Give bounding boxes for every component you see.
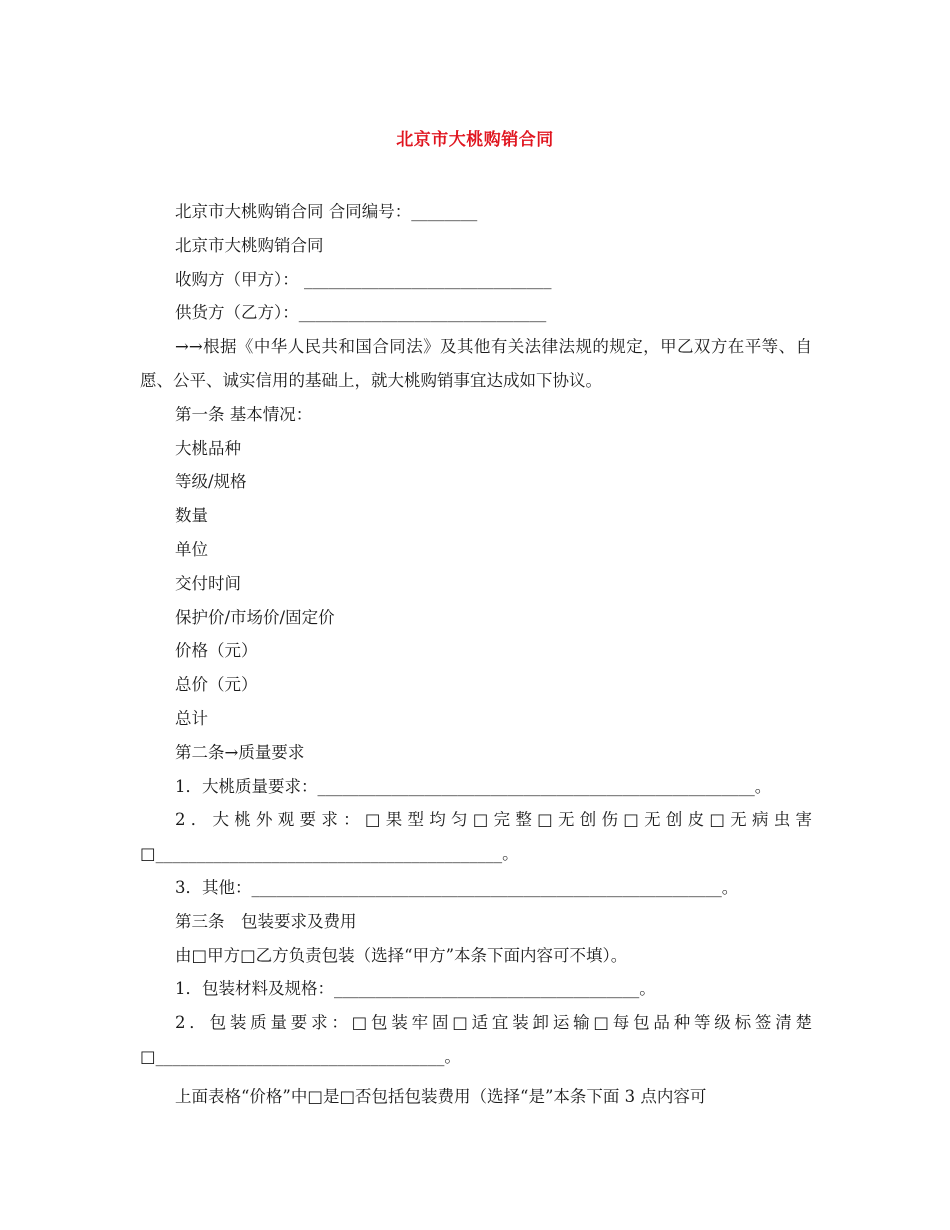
contract-number-line: 北京市大桃购销合同 合同编号：________ <box>175 202 478 221</box>
price-packaging-line: 上面表格“价格”中□是□否包括包装费用（选择“是”本条下面 3 点内容可 <box>175 1086 707 1106</box>
preamble-paragraph: →→根据《中华人民共和国合同法》及其他有关法律法规的规定，甲乙双方在平等、自愿、公平、诚实信用的基础上，就大桃购销事宜达成如下协议。 <box>140 337 812 390</box>
supplier-line: 供货方（乙方）：______________________________ <box>175 303 547 323</box>
appearance-requirement-paragraph: 2．大桃外观要求：□果型均匀□完整□无创伤□无创皮□无病虫害□__________________________________________。 <box>140 810 812 864</box>
field-price: 价格（元） <box>175 641 258 661</box>
field-total-price: 总价（元） <box>175 675 258 695</box>
article-1-heading: 第一条 基本情况： <box>175 404 313 424</box>
other-requirement-line: 3．其他：_________________________________________________________。 <box>175 877 739 897</box>
field-grand-total: 总计 <box>175 708 208 728</box>
field-peach-variety: 大桃品种 <box>175 438 241 458</box>
buyer-line: 收购方（甲方）： ______________________________ <box>175 269 552 289</box>
packaging-responsibility-line: 由□甲方□乙方负责包装（选择“甲方”本条下面内容可不填）。 <box>175 945 628 965</box>
document-body <box>140 195 812 1114</box>
packaging-material-line: 1．包装材料及规格：_____________________________________。 <box>175 979 656 999</box>
field-unit: 单位 <box>175 539 208 559</box>
article-2-heading: 第二条→质量要求 <box>175 742 305 762</box>
quality-requirement-line: 1．大桃质量要求：_____________________________________________________。 <box>175 776 772 796</box>
packaging-quality-paragraph: 2．包装质量要求：□包装牢固□适宜装卸运输□每包品种等级标签清楚□___________________________________。 <box>140 1013 812 1066</box>
field-grade-spec: 等级/规格 <box>175 472 247 492</box>
article-3-heading: 第三条 包装要求及费用 <box>175 911 357 931</box>
document-title: 北京市大桃购销合同 <box>396 130 554 150</box>
field-price-type: 保护价/市场价/固定价 <box>175 607 335 627</box>
contract-name-line: 北京市大桃购销合同 <box>175 235 324 255</box>
field-quantity: 数量 <box>175 506 208 526</box>
field-delivery-time: 交付时间 <box>175 573 241 593</box>
